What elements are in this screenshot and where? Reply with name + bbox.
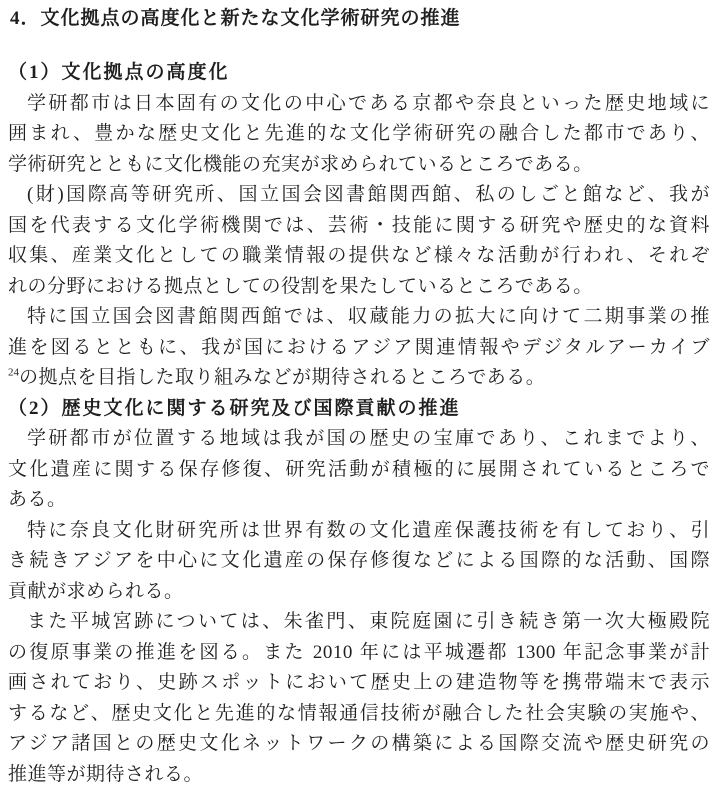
text-line: 学研都市は日本固有の文化の中心である京都や奈良といった歴史地域に — [8, 89, 710, 120]
paragraph — [8, 89, 710, 181]
text-line: 学研都市が位置する地域は我が国の歴史の宝庫であり、これまでより、 — [8, 424, 710, 455]
text-line: 文化遺産に関する保存修復、研究活動が積極的に展開されているところで — [8, 455, 710, 486]
text-line: 特に国立国会図書館関西館では、収蔵能力の拡大に向けて二期事業の推 — [8, 302, 710, 333]
text-line: 国を代表する文化学術機関では、芸術・技能に関する研究や歴史的な資料 — [8, 211, 710, 242]
document-title: 4．文化拠点の高度化と新たな文化学術研究の推進 — [10, 6, 710, 32]
text-line: ある。 — [8, 485, 710, 516]
text-line: 学術研究とともに文化機能の充実が求められているところである。 — [8, 150, 710, 181]
document-body — [8, 58, 710, 790]
text-line: 囲まれ、豊かな歴史文化と先進的な文化学術研究の融合した都市であり、 — [8, 119, 710, 150]
text-line: また平城宮跡については、朱雀門、東院庭園に引き続き第一次大極殿院 — [8, 607, 710, 638]
section — [8, 394, 710, 790]
text-line: アジア諸国との歴史文化ネットワークの構築による国際交流や歴史研究の — [8, 729, 710, 760]
text-line: れの分野における拠点としての役割を果たしているところである。 — [8, 272, 710, 303]
paragraph — [8, 302, 710, 394]
text-line: 特に奈良文化財研究所は世界有数の文化遺産保護技術を有しており、引 — [8, 516, 710, 547]
text-line: 進を図るとともに、我が国におけるアジア関連情報やデジタルアーカイブ — [8, 333, 710, 364]
paragraph — [8, 516, 710, 608]
footnote-ref: 24 — [8, 367, 19, 379]
text-line: 貢献が求められる。 — [8, 577, 710, 608]
section-heading: （1）文化拠点の高度化 — [8, 58, 710, 89]
text-line: の復原事業の推進を図る。また 2010 年には平城遷都 1300 年記念事業が計 — [8, 638, 710, 669]
text-line: 推進等が期待される。 — [8, 760, 710, 790]
text-line: $^{24}$の拠点を目指した取り組みなどが期待されるところである。 — [8, 363, 710, 394]
text-line: き続きアジアを中心に文化遺産の保存修復などによる国際的な活動、国際 — [8, 546, 710, 577]
section-heading: （2）歴史文化に関する研究及び国際貢献の推進 — [8, 394, 710, 425]
paragraph — [8, 180, 710, 302]
paragraph — [8, 424, 710, 516]
paragraph — [8, 607, 710, 790]
text-line: 収集、産業文化としての職業情報の提供など様々な活動が行われ、それぞ — [8, 241, 710, 272]
section — [8, 58, 710, 394]
text-line: (財)国際高等研究所、国立国会図書館関西館、私のしごと館など、我が — [8, 180, 710, 211]
text-line: 画されており、史跡スポットにおいて歴史上の建造物等を携帯端末で表示 — [8, 668, 710, 699]
text-line: するなど、歴史文化と先進的な情報通信技術が融合した社会実験の実施や、 — [8, 699, 710, 730]
